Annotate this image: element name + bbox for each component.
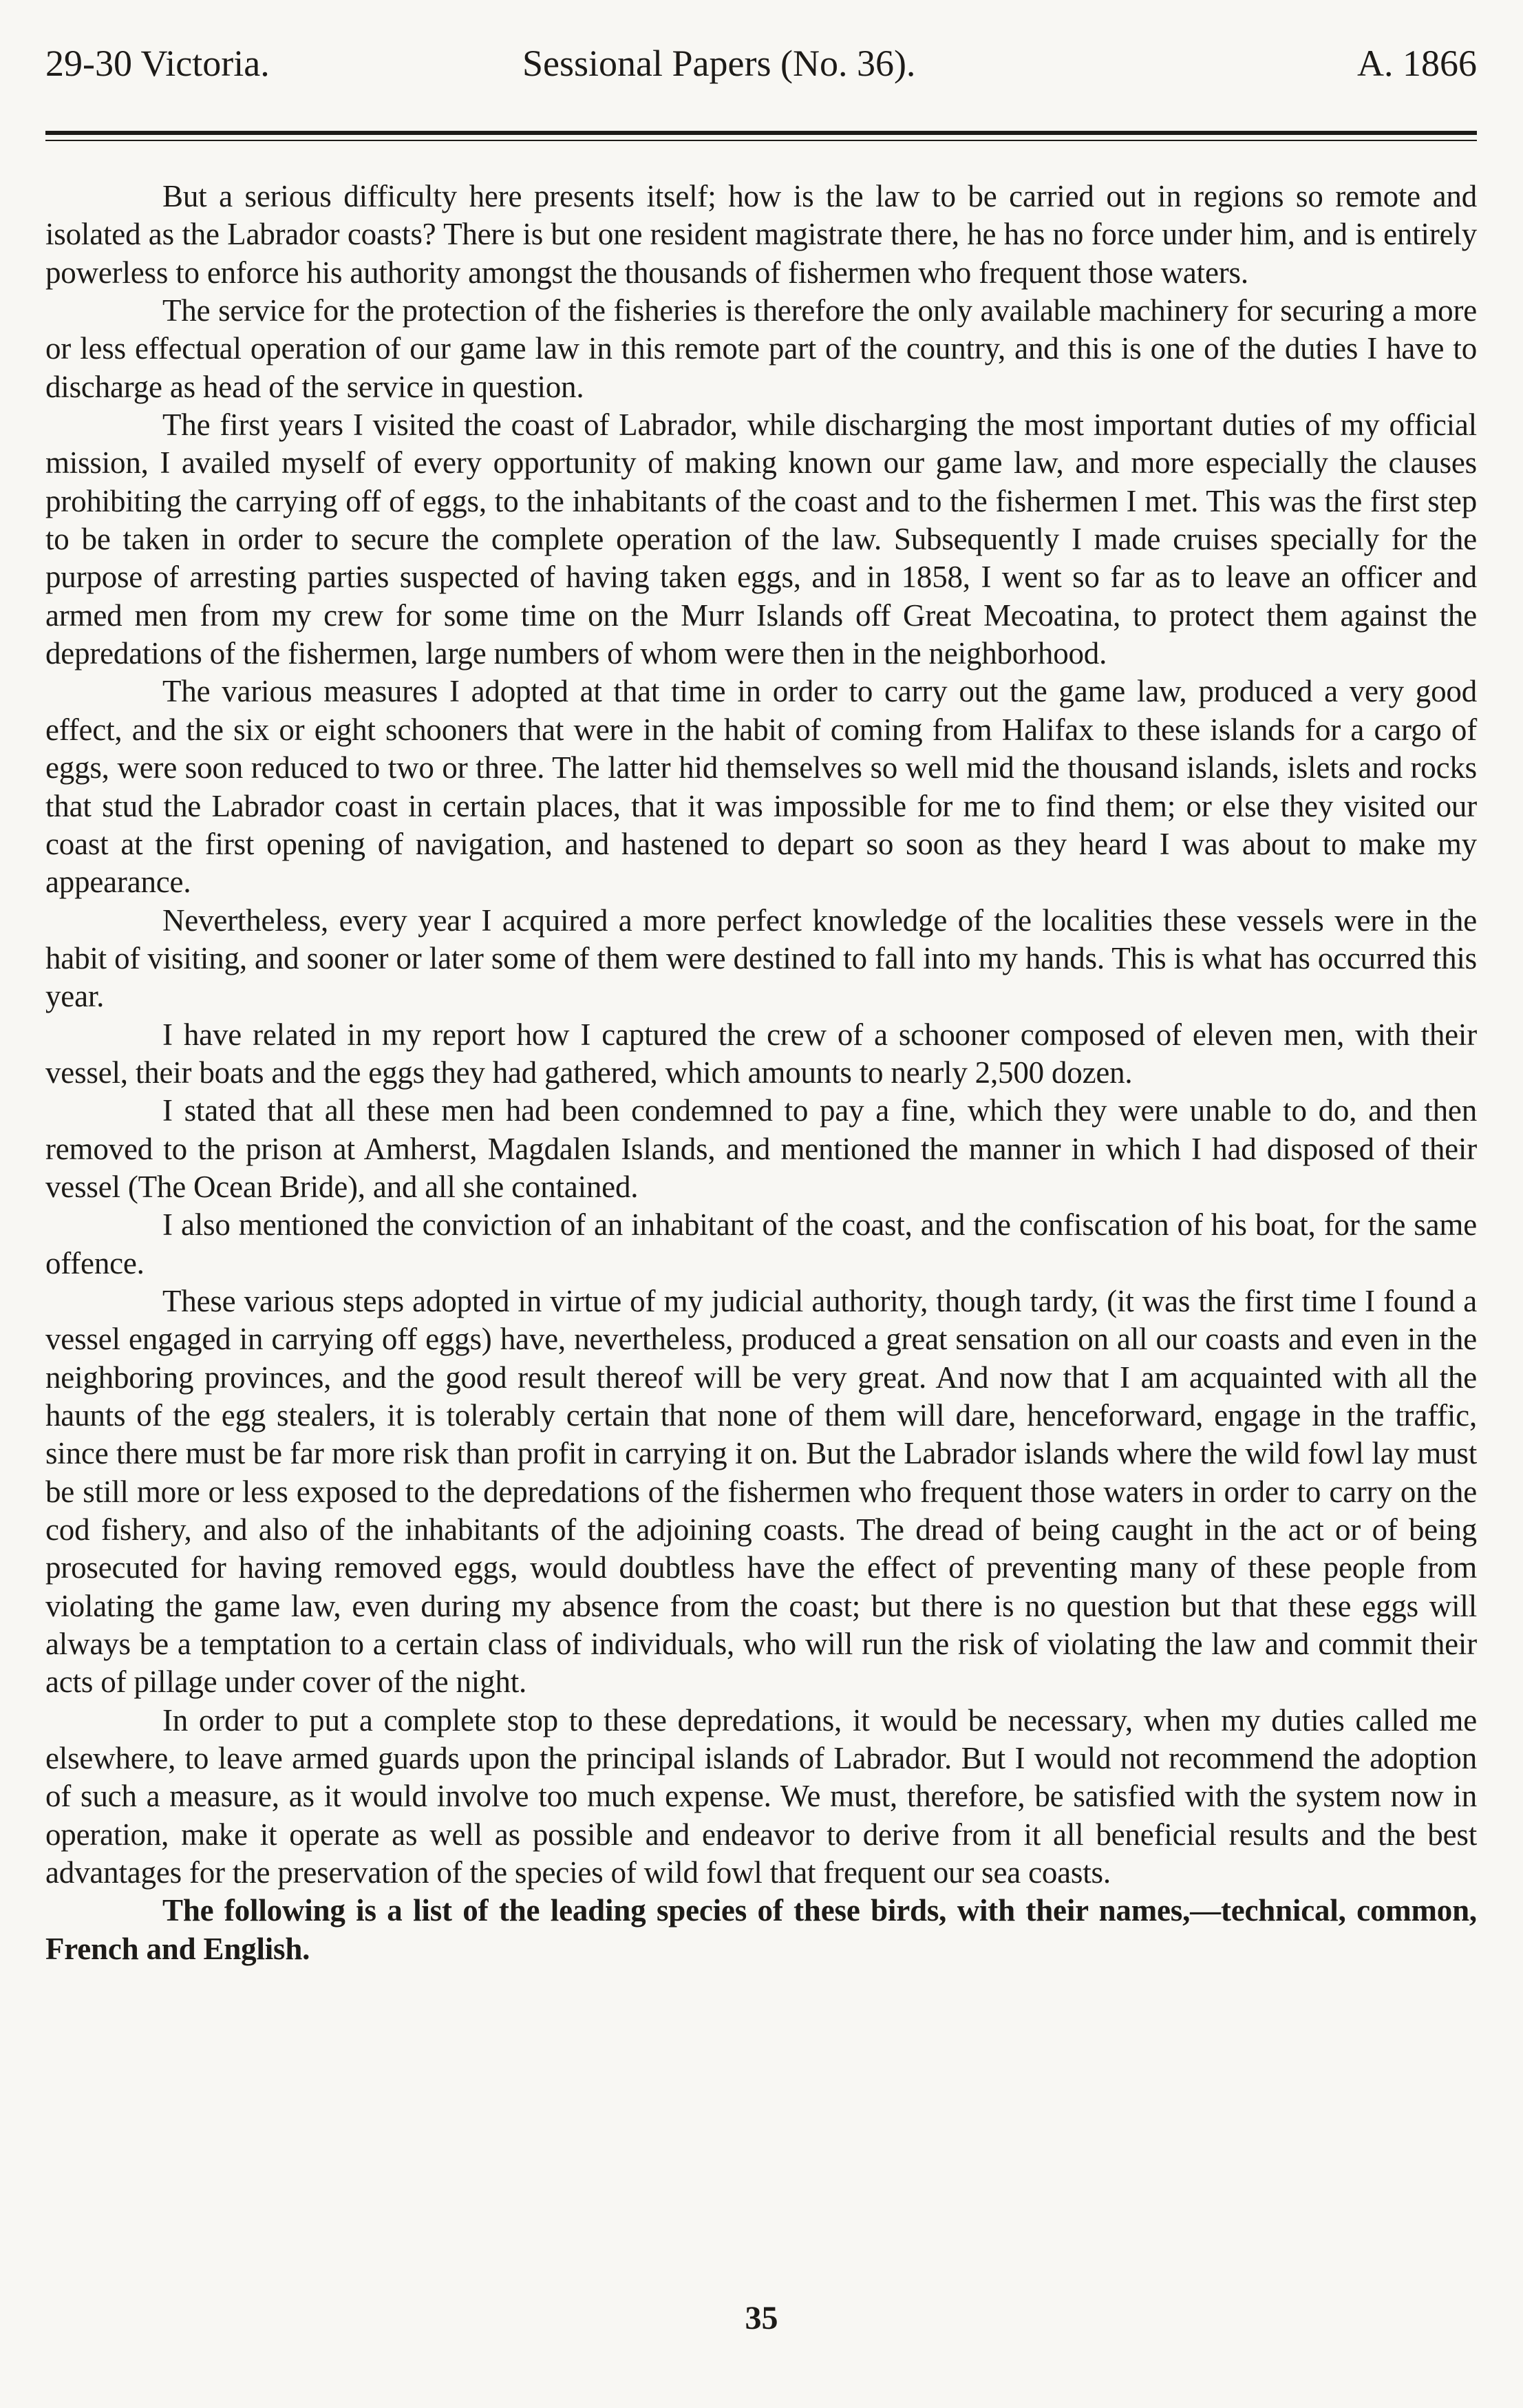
header-session: 29-30 Victoria. <box>45 43 270 84</box>
paragraph: I stated that all these men had been condemned to pay a fine, which they were unable to do, and then removed to the prison at Amherst, Magdalen Islands, and mentioned the manner in which I had disposed of their vessel (The Ocean Bride), and all she contained. <box>45 1093 1477 1204</box>
header-year: A. 1866 <box>1357 43 1477 84</box>
paragraph: I also mentioned the conviction of an inhabitant of the coast, and the confiscation of his boat, for the same offence. <box>45 1207 1477 1280</box>
paragraph: The various measures I adopted at that time in order to carry out the game law, produced a very good effect, and the six or eight schooners that were in the habit of coming from Halifax to these islands for a cargo of eggs, were soon reduced to two or three. The latter hid themselves so well mid the thousand islands, islets and rocks that stud the Labrador coast in certain places, that it was impossible for me to find them; or else they visited our coast at the first opening of navigation, and hastened to depart so soon as they heard I was about to make my appearance. <box>45 674 1477 900</box>
paragraph: In order to put a complete stop to these depredations, it would be necessary, when my duties called me elsewhere, to leave armed guards upon the principal islands of Labrador. But I would not recommend the adoption of such a measure, as it would involve too much expense. We must, therefore, be satisfied with the system now in operation, make it operate as well as possible and endeavor to derive from it all beneficial results and the best advantages for the preservation of the species of wild fowl that frequent our sea coasts. <box>45 1702 1477 1890</box>
page-number: 35 <box>745 2300 778 2336</box>
paragraph: I have related in my report how I captured the crew of a schooner composed of eleven men, with their vessel, their boats and the eggs they had gathered, which amounts to nearly 2,500 dozen. <box>45 1017 1477 1090</box>
paragraph: Nevertheless, every year I acquired a more perfect knowledge of the localities these vessels were in the habit of visiting, and sooner or later some of them were destined to fall into my hands. This is what has occurred this year. <box>45 902 1477 1014</box>
paragraph-species-intro: The following is a list of the leading species of these birds, with their names,—technical, common, French and English. <box>45 1893 1477 1966</box>
paragraph: The first years I visited the coast of Labrador, while discharging the most important duties of my official mission, I availed myself of every opportunity of making known our game law, and more especially the clauses prohibiting the carrying off of eggs, to the inhabitants of the coast and to the fishermen I met. This was the first step to be taken in order to secure the complete operation of the law. Subsequently I made cruises specially for the purpose of arresting parties suspected of having taken eggs, and in 1858, I went so far as to leave an officer and armed men from my crew for some time on the Murr Islands off Great Mecoatina, to protect them against the depredations of the fishermen, large numbers of whom were then in the neighborhood. <box>45 408 1477 671</box>
paragraph: But a serious difficulty here presents itself; how is the law to be carried out in regions so remote and isolated as the Labrador coasts? There is but one resident magistrate there, he has no force under him, and is entirely powerless to enforce his authority amongst the thousands of fishermen who frequent those waters. <box>45 179 1477 290</box>
paragraph: These various steps adopted in virtue of my judicial authority, though tardy, (it was the first time I found a vessel engaged in carrying off eggs) have, nevertheless, produced a great sensation on all our coasts and even in the neighboring provinces, and the good result thereof will be very great. And now that I am acquainted with all the haunts of the egg stealers, it is tolerably certain that none of them will dare, henceforward, engage in the traffic, since there must be far more risk than profit in carrying it on. But the Labrador islands where the wild fowl lay must be still more or less exposed to the depredations of the fishermen who frequent those waters in order to carry on the cod fishery, and also of the inhabitants of the adjoining coasts. The dread of being caught in the act or of being prosecuted for having removed eggs, would doubtless have the effect of preventing many of these people from violating the game law, even during my absence from the coast; but there is no question but that these eggs will always be a temptation to a certain class of individuals, who will run the risk of violating the law and commit their acts of pillage under cover of the night. <box>45 1283 1477 1700</box>
header-rule-thick <box>45 131 1477 135</box>
header-rule-thin <box>45 140 1477 141</box>
header-title: Sessional Papers (No. 36). <box>522 43 916 84</box>
page-header <box>45 36 1477 91</box>
paragraph: The service for the protection of the fisheries is therefore the only available machinery for securing a more or less effectual operation of our game law in this remote part of the country, and this is one of the duties I have to discharge as head of the service in question. <box>45 293 1477 404</box>
body-text <box>45 178 1477 1968</box>
